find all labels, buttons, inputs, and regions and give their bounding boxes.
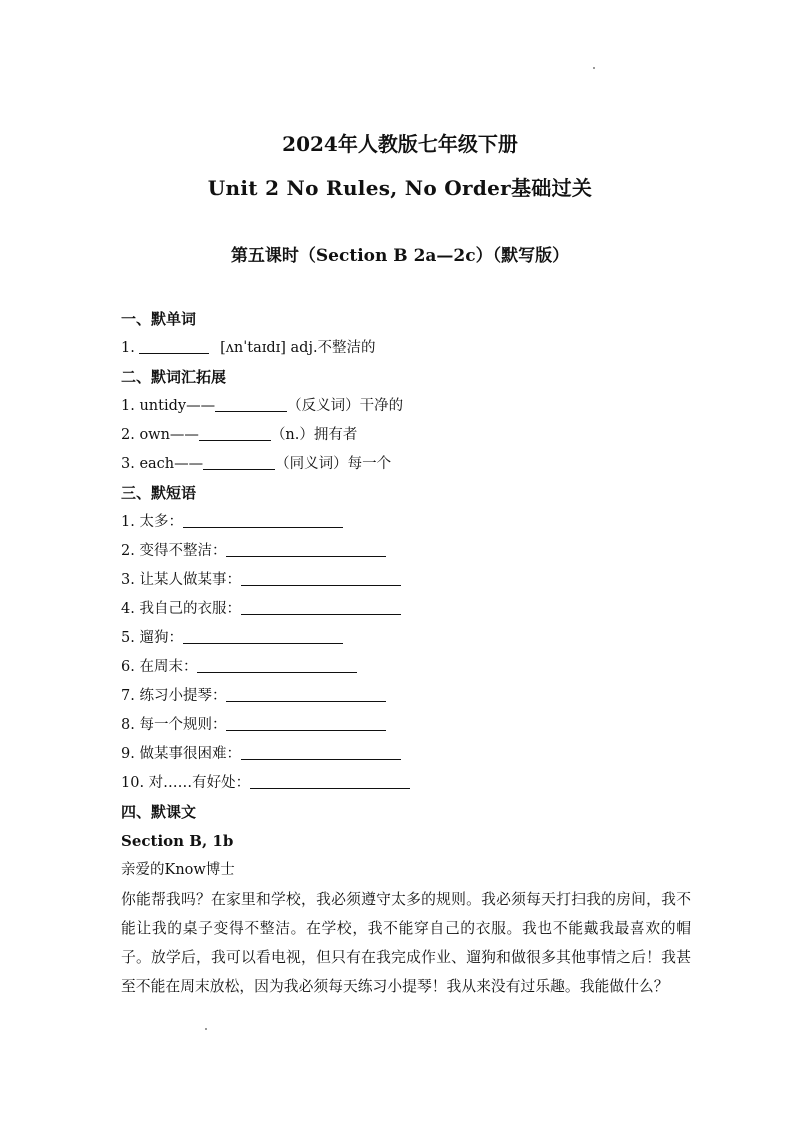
item-text: 我自己的衣服： <box>139 601 241 617</box>
text-subheading: Section B, 1b <box>121 832 234 850</box>
answer-blank[interactable] <box>199 424 271 441</box>
item-text: [ʌnˈtaɪdɪ] adj.不整洁的 <box>220 340 376 356</box>
answer-blank[interactable] <box>197 656 357 673</box>
item-number: 1. <box>121 514 135 530</box>
section-heading-word-extension: 二、默词汇拓展 <box>121 368 227 386</box>
letter-greeting: 亲爱的Know博士 <box>121 862 235 878</box>
item-number: 1. <box>121 398 135 414</box>
item-number: 10. <box>121 775 145 791</box>
phrase-item <box>121 566 691 595</box>
item-word: untidy—— <box>139 398 216 414</box>
answer-blank[interactable] <box>226 540 386 557</box>
phrase-item <box>121 508 691 537</box>
word-item <box>121 334 691 363</box>
scan-speck <box>205 1028 207 1030</box>
item-number: 4. <box>121 601 135 617</box>
phrase-item <box>121 537 691 566</box>
section-heading-text: 四、默课文 <box>121 803 197 821</box>
answer-blank[interactable] <box>226 714 386 731</box>
section-heading-phrases: 三、默短语 <box>121 484 197 502</box>
lesson-title: 第五课时（Section B 2a—2c）（默写版） <box>230 246 570 266</box>
item-number: 6. <box>121 659 135 675</box>
item-text: 练习小提琴： <box>139 688 227 704</box>
answer-blank[interactable] <box>139 337 209 354</box>
extension-item <box>121 450 691 479</box>
item-word: each—— <box>139 456 204 472</box>
phrase-item <box>121 711 691 740</box>
item-text: 在周末： <box>139 659 198 675</box>
item-text: 对……有好处： <box>148 775 251 791</box>
item-text: 变得不整洁： <box>139 543 227 559</box>
answer-blank[interactable] <box>215 395 287 412</box>
item-number: 2. <box>121 543 135 559</box>
item-note: （n.）拥有者 <box>270 427 358 443</box>
item-number: 3. <box>121 456 135 472</box>
item-text: 每一个规则： <box>139 717 227 733</box>
answer-blank[interactable] <box>241 743 401 760</box>
item-number: 9. <box>121 746 135 762</box>
answer-blank[interactable] <box>226 685 386 702</box>
item-number: 3. <box>121 572 135 588</box>
scan-speck <box>593 67 595 69</box>
extension-item <box>121 392 691 421</box>
item-number: 2. <box>121 427 135 443</box>
phrase-item <box>121 769 691 798</box>
phrase-item <box>121 740 691 769</box>
answer-blank[interactable] <box>183 627 343 644</box>
section-heading-words: 一、默单词 <box>121 310 197 328</box>
unit-title: Unit 2 No Rules, No Order基础过关 <box>207 176 593 200</box>
item-note: （反义词）干净的 <box>287 398 404 414</box>
answer-blank[interactable] <box>250 772 410 789</box>
item-text: 让某人做某事： <box>139 572 241 588</box>
item-text: 遛狗： <box>139 630 183 646</box>
item-number: 5. <box>121 630 135 646</box>
item-number: 1. <box>121 340 135 356</box>
phrase-item <box>121 595 691 624</box>
letter-paragraph: 你能帮我吗？在家里和学校，我必须遵守太多的规则。我必须每天打扫我的房间，我不能让我的桌子变得不整洁。在学校，我不能穿自己的衣服。我也不能戴我最喜欢的帽子。放学后，我可以看电视，但只有在我完成作业、遛狗和做很多其他事情之后！我甚至不能在周末放松，因为我必须每天练习小提琴！我从来没有过乐趣。我能做什么？ <box>121 891 691 995</box>
item-note: （同义词）每一个 <box>275 456 392 472</box>
phrase-item <box>121 624 691 653</box>
item-number: 7. <box>121 688 135 704</box>
item-text: 太多： <box>139 514 183 530</box>
answer-blank[interactable] <box>241 569 401 586</box>
worksheet-content <box>121 305 691 1001</box>
answer-blank[interactable] <box>203 453 275 470</box>
item-word: own—— <box>139 427 199 443</box>
phrase-item <box>121 682 691 711</box>
extension-item <box>121 421 691 450</box>
phrase-item <box>121 653 691 682</box>
item-number: 8. <box>121 717 135 733</box>
page-title: 2024年人教版七年级下册 <box>282 132 518 156</box>
answer-blank[interactable] <box>241 598 401 615</box>
item-text: 做某事很困难： <box>139 746 241 762</box>
answer-blank[interactable] <box>183 511 343 528</box>
